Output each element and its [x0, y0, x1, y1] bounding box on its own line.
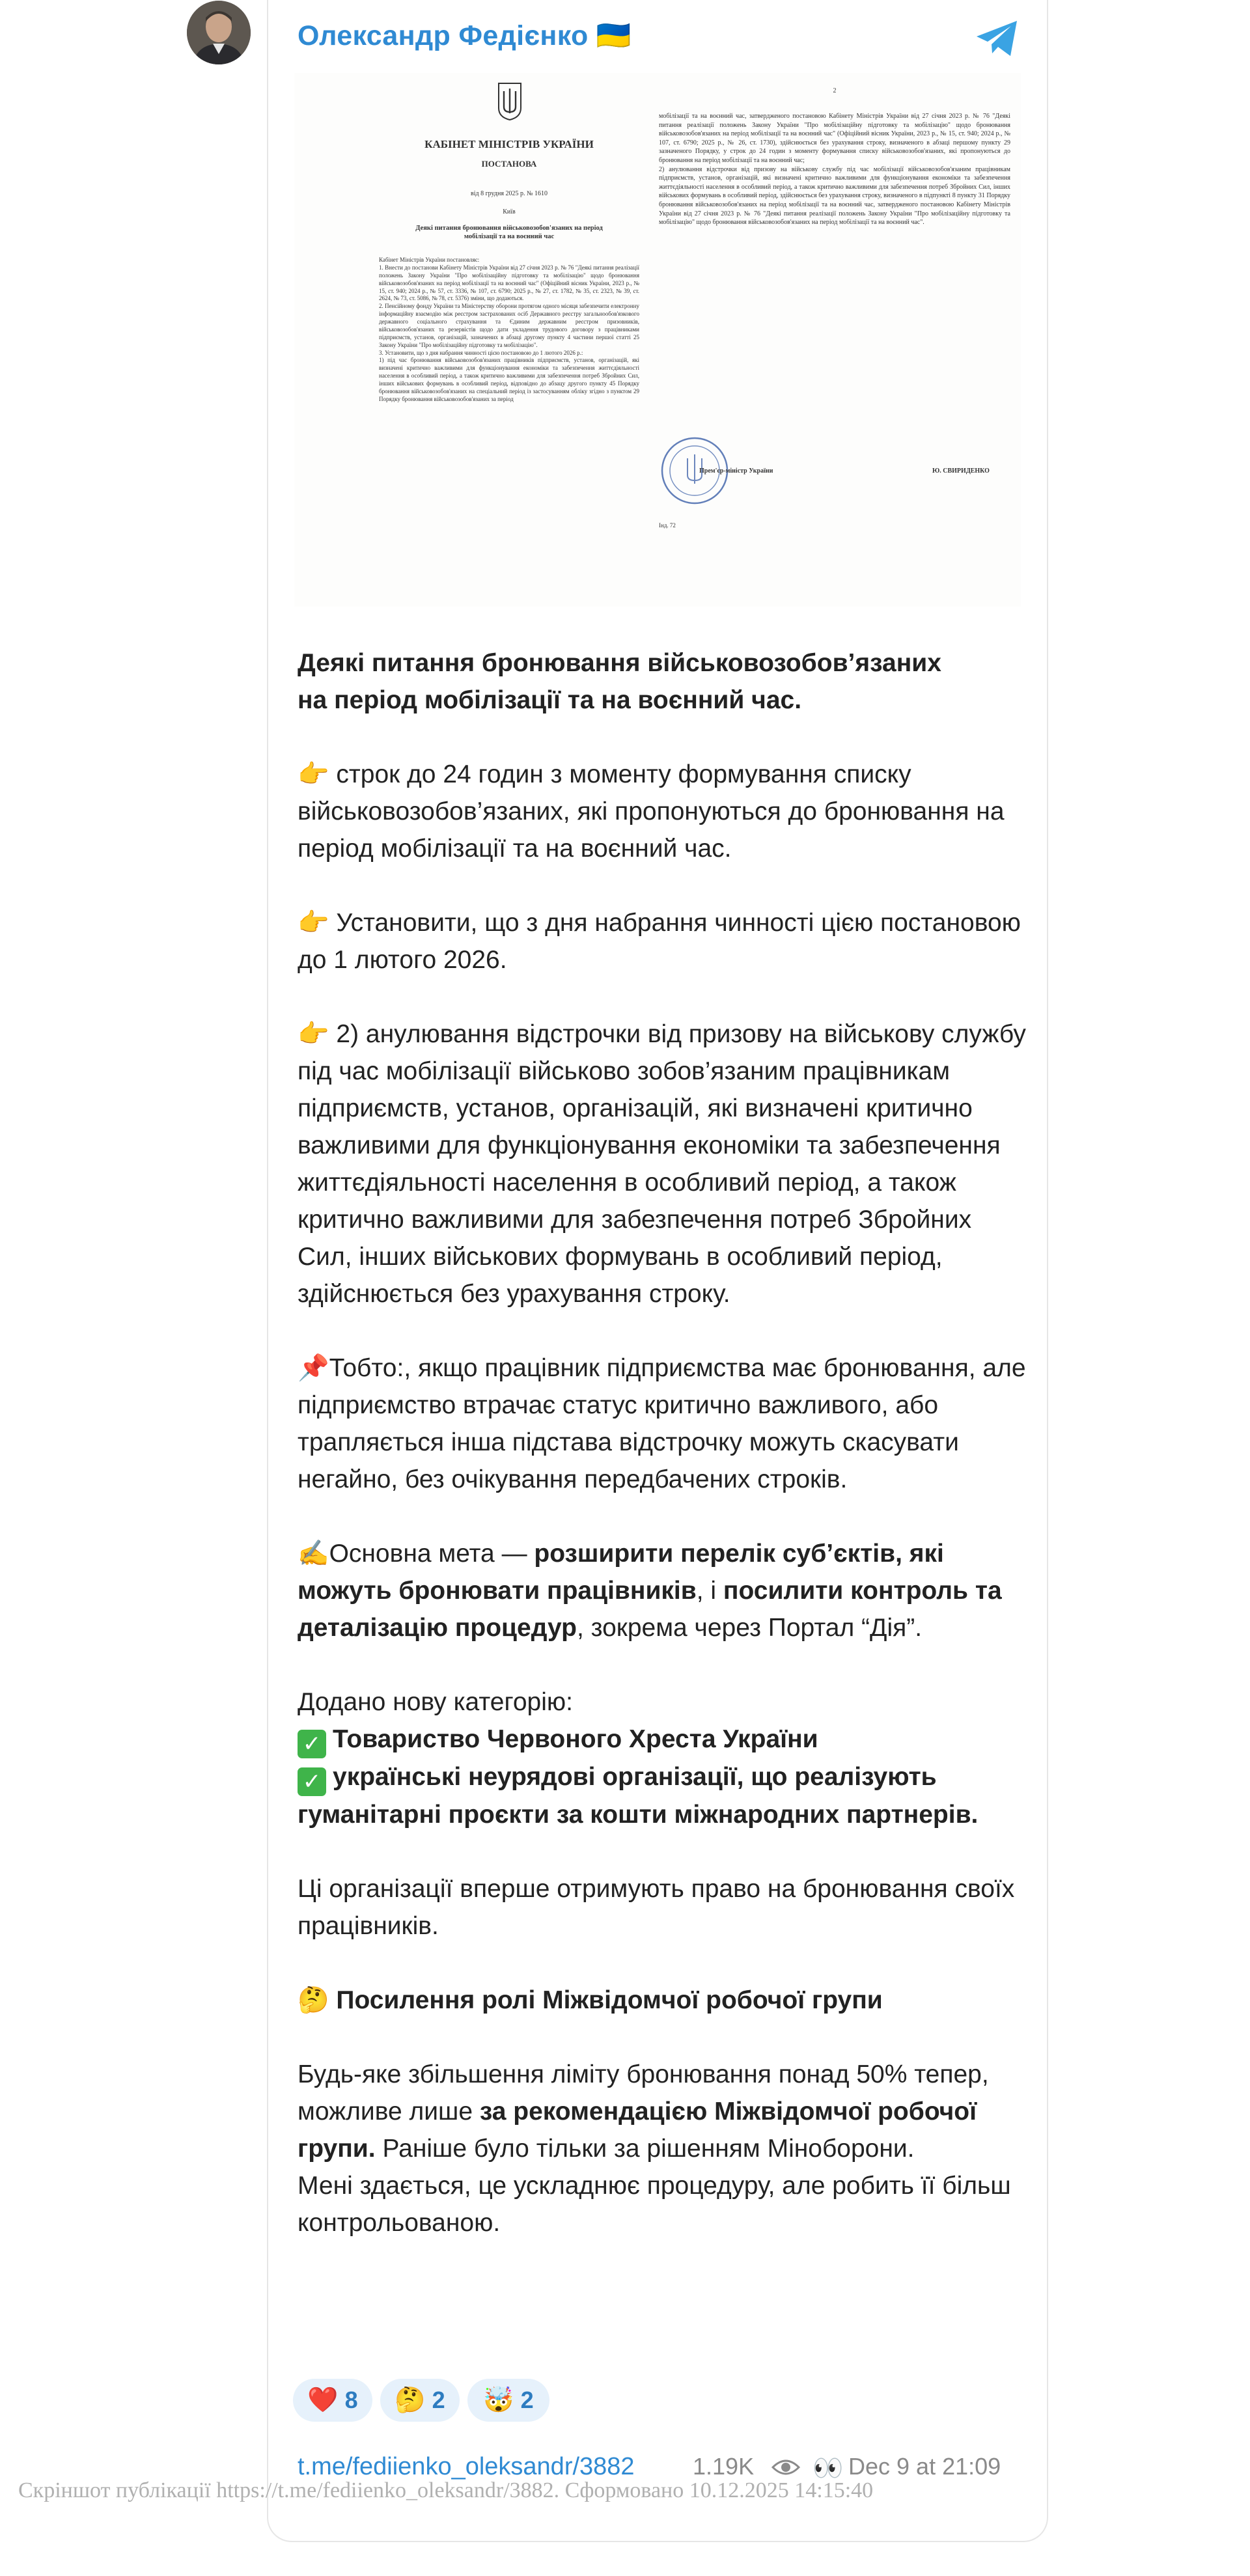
- post-section-title: [298, 1982, 1027, 2019]
- post-goal-prefix: Основна мета —: [329, 1540, 535, 1568]
- doc-body-page-2: мобілізації та на воєнний час, затвердженого постановою Кабінету Міністрів України від 27 січня 2023 р. № 76 "Деякі питання реалізації положень Закону України "Про мобілізаційну підготовку та мобілізацію" щодо бронювання військовозобов'язаних на період мобілізації та на воєнний час" (Офіційний вісник України, 2023 р., № 15, ст. 940; 2024 р., № 107, ст. 6790; 2025 р., № 26, ст. 1730), здійснюється без урахування строку, визначеного в абзаці першому пункту 29 зазначеного Порядку, у строк до 24 годин з моменту формування списку військовозобов'язаних, які пропонуються до бронювання на період мобілізації та на воєнний час; 2) анулювання відстрочки від призову на військову службу під час мобілізації військовозобов'язаним працівникам підприємств, установ, організацій, які визначені критично важливими для функціонування економіки та забезпечення життєдіяльності населення в особливий період, а також критично важливими для забезпечення потреб Збройних Сил, інших військових формувань в особливий період, здійснюється без урахування строку, визначеного в підпункті 8 пункту 31 Порядку бронювання військовозобов'язаних на період мобілізації та на воєнний час, затвердженого постановою Кабінету Міністрів України від 27 січня 2023 р. № 76 "Деякі питання реалізації положень Закону України "Про мобілізаційну підготовку та мобілізацію" щодо бронювання військовозобов'язаних на період мобілізації та на воєнний час".: [659, 113, 1010, 227]
- post-point-2: [298, 904, 1027, 978]
- heart-icon: ❤️: [307, 2387, 339, 2414]
- doc-signature-title: Прем'єр-міністр України: [699, 467, 773, 475]
- eyes-icon: 👀: [812, 2455, 844, 2482]
- doc-body-page-1: Кабінет Міністрів України постановляє: 1. Внести до постанови Кабінету Міністрів України від 27 січня 2023 р. № 76 "Деякі питання реалізації положень Закону України "Про мобілізаційну підготовку та мобілізацію" щодо бронювання військовозобов'язаних на період мобілізації та на воєнний час" (Офіційний вісник України, 2023 р., № 15, ст. 940; 2024 р., № 57, ст. 3336, № 107, ст. 6790; 2025 р., № 27, ст. 1782, № 35, ст. 2323, № 39, ст. 2624, № 73, ст. 5086, № 78, ст. 5376) зміни, що додаються. 2. Пенсійному фонду України та Міністерству оборони протягом одного місяця забезпечити електронну інформаційну взаємодію між реєстром застрахованих осіб Державного реєстру загальнообов'язкового державного соціального страхування та Єдиним державним реєстром призовників, військовозобов'язаних та резервістів щодо дати укладення трудового договору з працівниками підприємств, установ, організацій, зазначених в абзаці другому пункту 4 частини першої статті 25 Закону України "Про мобілізаційну підготовку та мобілізацію". 3. Установити, що з дня набрання чинності цією постановою до 1 лютого 2026 р.: 1) під час бронювання військовозобов'язаних працівників підприємств, установ, організацій, які визначені критично важливими для функціонування економіки та забезпечення життєдіяльності населення в особливий період, а також критично важливими для забезпечення потреб Збройних Сил, інших військових формувань в особливий період, відповідно до абзацу другого пункту 45 Порядку бронювання військовозобов'язаних на спеціальний період із застосуванням обліку згідно з пунктом 29 Порядку бронювання військовозобов'язаних за період: [379, 256, 639, 402]
- post-point-2-text: Установити, що з дня набрання чинності цією постановою до 1 лютого 2026.: [298, 909, 1021, 974]
- thinking-face-icon: 🤔: [298, 1986, 329, 2014]
- post-point-1: [298, 756, 1027, 867]
- doc-date: від 8 грудня 2025 р. № 1610: [470, 190, 548, 197]
- reaction-thinking[interactable]: [380, 2379, 460, 2422]
- pointing-hand-icon: 👉: [298, 760, 329, 788]
- eye-icon: [771, 2454, 801, 2480]
- reaction-count: 2: [520, 2387, 534, 2413]
- post-organizations-note: Ці організації вперше отримують право на бронювання своїх працівників.: [298, 1875, 1015, 1940]
- post-note: [298, 1350, 1027, 1498]
- check-mark-icon: ✓: [298, 1767, 326, 1796]
- ukraine-flag-icon: 🇺🇦: [596, 20, 632, 51]
- writing-hand-icon: ✍️: [298, 1540, 329, 1568]
- post-goal-suffix: , зокрема через Портал “Дія”.: [576, 1614, 923, 1642]
- reaction-count: 2: [432, 2387, 445, 2413]
- doc-page-number: 2: [833, 87, 837, 94]
- post-opinion: Мені здається, це ускладнює процедуру, але робить її більш контрольованою.: [298, 2172, 1011, 2237]
- trident-emblem-icon: [496, 81, 523, 121]
- avatar-photo: [187, 1, 251, 64]
- post-title-line-2: на період мобілізації та на воєнний час.: [298, 686, 802, 714]
- channel-avatar[interactable]: [187, 1, 251, 64]
- post-title-line-1: Деякі питання бронювання військовозобов’язаних: [298, 649, 941, 677]
- limit-suffix: Раніше було тільки за рішенням Міноборони.: [375, 2135, 915, 2163]
- post-limit: [298, 2056, 1027, 2241]
- doc-city: Київ: [503, 208, 516, 215]
- document-page-1: [379, 73, 639, 607]
- post-title: [298, 644, 1027, 719]
- post-point-1-text: строк до 24 годин з моменту формування списку військовозобов’язаних, які пропонуються до бронювання на період мобілізації та на воєнний час.: [298, 760, 1005, 863]
- new-category-label: Додано нову категорію:: [298, 1688, 573, 1716]
- reaction-mind-blown[interactable]: [467, 2379, 549, 2422]
- post-goal: [298, 1535, 1027, 1646]
- category-1: Товариство Червоного Хреста України: [333, 1725, 818, 1753]
- thinking-face-icon: 🤔: [395, 2387, 426, 2414]
- post-note-text: Тобто:, якщо працівник підприємства має бронювання, але підприємство втрачає статус критично важливого, або трапляється інша підстава відстрочку можуть скасувати негайно, без очікування передбачених строків.: [298, 1354, 1026, 1493]
- limit-prefix: Будь-яке збільшення ліміту бронювання понад 50% тепер, можливе лише: [298, 2060, 989, 2126]
- category-2: українські неурядові організації, що реалізують гуманітарні проєкти за кошти міжнародних партнерів.: [298, 1763, 979, 1829]
- post-card: [267, 0, 1048, 2542]
- pointing-hand-icon: 👉: [298, 909, 329, 937]
- exploding-head-icon: 🤯: [483, 2387, 514, 2414]
- channel-name[interactable]: [298, 20, 632, 52]
- post-goal-bold-1: розширити перелік суб’єктів, які можуть бронювати працівників: [298, 1540, 944, 1605]
- pointing-hand-icon: 👉: [298, 1020, 329, 1048]
- document-image[interactable]: [294, 73, 1021, 607]
- telegram-share-icon[interactable]: [975, 18, 1020, 59]
- reaction-count: 8: [344, 2387, 358, 2413]
- post-link[interactable]: t.me/fediienko_oleksandr/3882: [298, 2453, 635, 2480]
- post-point-3: [298, 1016, 1027, 1312]
- document-page-2: [659, 73, 1010, 607]
- post-goal-mid: , і: [696, 1577, 723, 1605]
- post-point-3-text: 2) анулювання відстрочки від призову на військову службу під час мобілізації військово зобов’язаним працівникам підприємств, установ, організацій, які визначені критично важливими для функціонування економіки та забезпечення життєдіяльності населення в особливий період, а також критично важливими для забезпечення потреб Збройних Сил, інших військових формувань в особливий період, здійснюється без урахування строку.: [298, 1020, 1026, 1308]
- reaction-heart[interactable]: [293, 2379, 372, 2422]
- screenshot-watermark: Скріншот публікації https://t.me/fediienko_oleksandr/3882. Сформовано 10.12.2025 14:15:40: [18, 2478, 874, 2502]
- post-text: [298, 644, 1027, 2278]
- pushpin-icon: 📌: [298, 1354, 329, 1382]
- doc-index: Інд. 72: [659, 522, 676, 529]
- post-timestamp: Dec 9 at 21:09: [848, 2453, 1001, 2480]
- check-mark-icon: ✓: [298, 1730, 326, 1758]
- channel-name-text: Олександр Федієнко: [298, 20, 589, 51]
- view-count: 1.19K: [693, 2453, 755, 2480]
- doc-cabinet-title: КАБІНЕТ МІНІСТРІВ УКРАЇНИ: [424, 138, 594, 150]
- post-new-category: [298, 1683, 1027, 1833]
- doc-type: ПОСТАНОВА: [481, 159, 537, 169]
- doc-signature-name: Ю. СВИРИДЕНКО: [932, 467, 990, 475]
- section-title-text: Посилення ролі Міжвідомчої робочої групи: [336, 1986, 883, 2014]
- doc-heading: Деякі питання бронювання військовозобов'язаних на період мобілізації та на воєнний час: [415, 225, 603, 241]
- limit-bold: за рекомендацією Міжвідомчої робочої групи.: [298, 2098, 977, 2163]
- post-goal-bold-2: посилити контроль та деталізацію процедур: [298, 1577, 1002, 1642]
